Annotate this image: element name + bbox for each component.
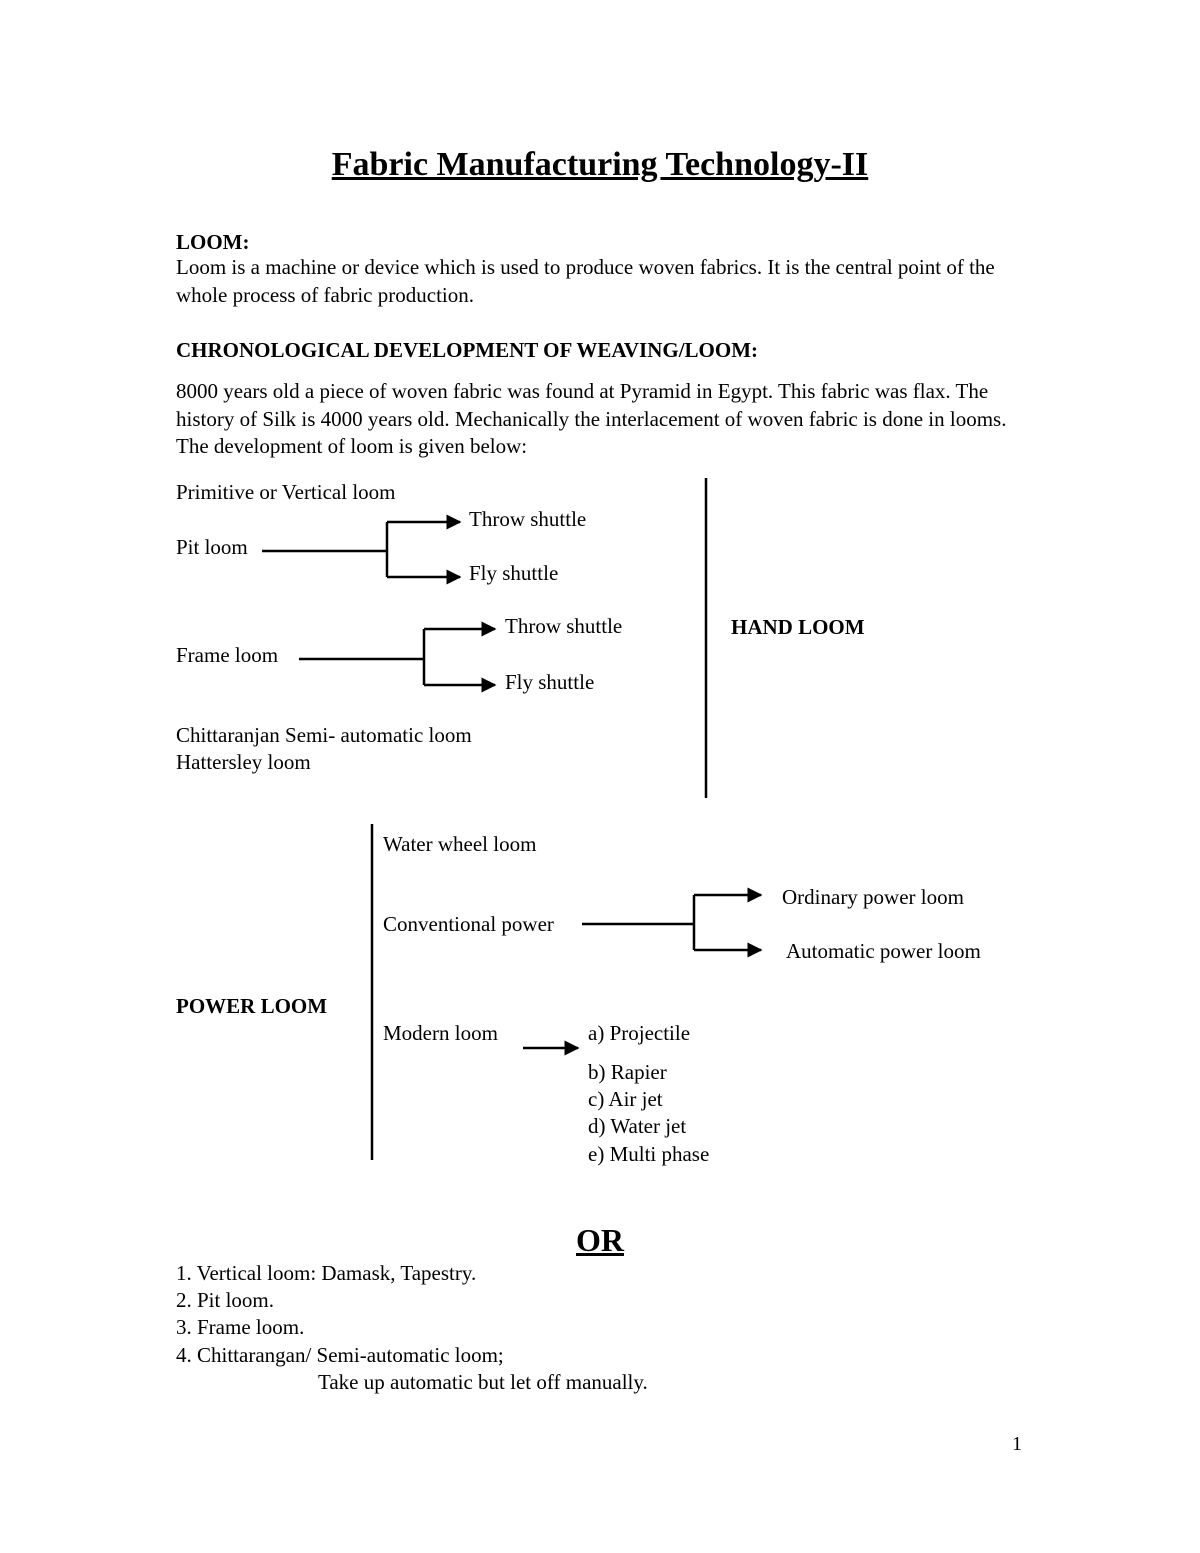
automatic-power-loom-label: Automatic power loom [786, 939, 981, 963]
conventional-power-label: Conventional power [383, 912, 554, 936]
pit-loom-label: Pit loom [176, 535, 248, 559]
modern-type-item: b) Rapier [588, 1060, 667, 1084]
or-heading: OR [576, 1222, 624, 1258]
loom-heading: LOOM: [176, 230, 250, 254]
list-item: 4. Chittarangan/ Semi-automatic loom; [176, 1343, 504, 1367]
chrono-paragraph: 8000 years old a piece of woven fabric was found at Pyramid in Egypt. This fabric was flax. The history of Silk is 4000 years old. Mechanically the interlacement of woven fabric is done in looms. The development of loom is given below: [176, 379, 1007, 458]
modern-type-item: e) Multi phase [588, 1142, 710, 1166]
loom-definition: Loom is a machine or device which is used to produce woven fabrics. It is the central point of the whole process of fabric production. [176, 255, 995, 307]
modern-loom-label: Modern loom [383, 1021, 498, 1045]
pit-throw-shuttle-label: Throw shuttle [469, 507, 587, 531]
list-item: 3. Frame loom. [176, 1315, 305, 1339]
modern-type-item: a) Projectile [588, 1021, 691, 1045]
power-loom-label: POWER LOOM [176, 994, 328, 1018]
pit-fly-shuttle-label: Fly shuttle [469, 561, 559, 585]
list-note: Take up automatic but let off manually. [318, 1370, 648, 1394]
modern-type-item: d) Water jet [588, 1114, 687, 1138]
ordinary-power-loom-label: Ordinary power loom [782, 885, 964, 909]
frame-throw-shuttle-label: Throw shuttle [505, 614, 623, 638]
primitive-loom-label: Primitive or Vertical loom [176, 480, 396, 504]
page-title: Fabric Manufacturing Technology-II [331, 146, 869, 183]
water-wheel-loom-label: Water wheel loom [383, 832, 537, 856]
list-item: 2. Pit loom. [176, 1288, 275, 1312]
hattersley-loom-label: Hattersley loom [176, 750, 311, 774]
frame-loom-label: Frame loom [176, 643, 279, 667]
list-item: 1. Vertical loom: Damask, Tapestry. [176, 1261, 477, 1285]
frame-fly-shuttle-label: Fly shuttle [505, 670, 595, 694]
chrono-heading: CHRONOLOGICAL DEVELOPMENT OF WEAVING/LOOM: [176, 338, 759, 362]
chittaranjan-loom-label: Chittaranjan Semi- automatic loom [176, 723, 472, 747]
page-number: 1 [1012, 1433, 1022, 1455]
hand-loom-label: HAND LOOM [731, 615, 865, 639]
modern-type-item: c) Air jet [588, 1087, 663, 1111]
